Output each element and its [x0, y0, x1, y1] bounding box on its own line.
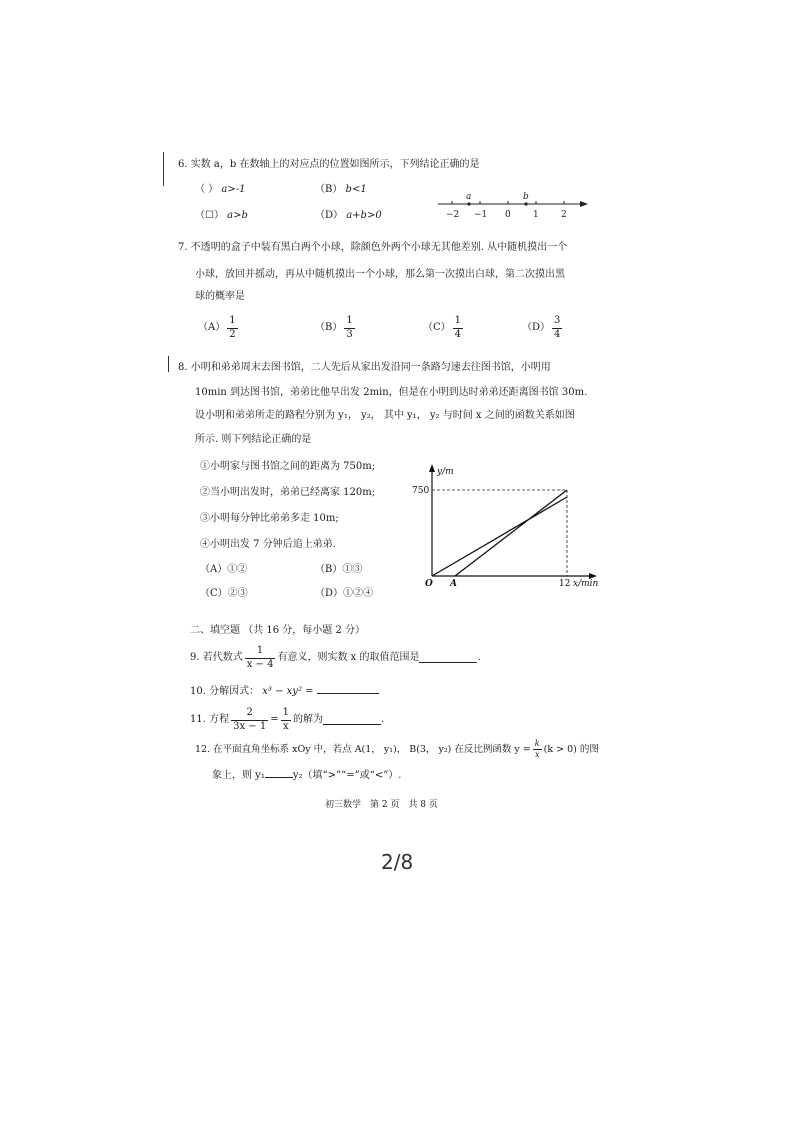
xiaoming-line-y1 — [455, 490, 567, 576]
option-label: （D） — [315, 210, 344, 221]
denominator: 3x − 1 — [233, 720, 267, 732]
q8-option-a — [200, 565, 247, 575]
denominator: 3 — [346, 328, 353, 340]
point-b-label: b — [523, 192, 529, 202]
point-A-label: A — [450, 579, 457, 589]
option-text: a>b — [227, 210, 248, 221]
answer-blank[interactable] — [323, 715, 381, 725]
option-label: （B） — [315, 322, 343, 333]
q12-text: 12. 在平面直角坐标系 xOy 中，若点 A(1， y₁)， B(3， y₂) 在反比例函数 y = — [195, 744, 531, 756]
option-text: ①② — [227, 564, 248, 575]
q9-prefix: 9. 若代数式 — [190, 652, 243, 663]
question-8-line: 8. 小明和弟弟周末去图书馆，二人先后从家出发沿同一条路匀速去往图书馆，小明用 — [178, 362, 551, 373]
equals: = — [270, 714, 279, 725]
question-7-line: 球的概率是 — [195, 291, 245, 302]
numerator: 1 — [281, 708, 291, 721]
numerator: 1 — [245, 646, 276, 659]
q12-text: 象上，则 y₁ — [212, 770, 265, 781]
tick-label: 2 — [561, 210, 567, 220]
option-label: （A） — [200, 564, 228, 575]
option-label: （B） — [315, 564, 343, 575]
option-label: （A） — [198, 322, 226, 333]
q7-option-b — [315, 316, 357, 340]
margin-mark — [163, 152, 164, 186]
q11-prefix: 11. 方程 — [190, 714, 230, 725]
numerator: 3 — [552, 316, 562, 329]
numerator: 1 — [344, 316, 354, 329]
denominator: 4 — [554, 328, 561, 340]
fraction — [552, 316, 562, 340]
point-a-dot — [467, 202, 470, 205]
fraction — [227, 316, 237, 340]
y-axis-arrow — [429, 464, 435, 472]
option-text: a>-1 — [221, 184, 246, 195]
denominator: x − 4 — [246, 658, 274, 670]
q6-option-a — [195, 185, 245, 195]
q7-option-a — [198, 316, 240, 340]
q12-text: (k > 0) 的图 — [543, 744, 599, 756]
q11-suffix: 的解为 — [292, 714, 323, 725]
x-tick-12: 12 — [559, 579, 571, 589]
answer-blank[interactable] — [419, 653, 477, 663]
distance-time-graph — [405, 460, 605, 590]
question-10 — [190, 684, 379, 697]
page-footer: 初三数学 第 2 页 共 8 页 — [325, 800, 438, 810]
q8-statement: ①小明家与图书馆之间的距离为 750m; — [200, 461, 376, 472]
question-9 — [190, 646, 481, 670]
fraction — [245, 646, 276, 670]
q8-statement: ③小明每分钟比弟弟多走 10m; — [200, 513, 339, 524]
option-text: ②③ — [227, 588, 248, 599]
question-8-line: 10min 到达图书馆，弟弟比他早出发 2min，但是在小明到达时弟弟还距离图书馆 30m. — [195, 387, 588, 398]
denominator: 4 — [454, 328, 462, 340]
q7-option-c — [423, 316, 465, 340]
option-label: （ ） — [195, 184, 219, 195]
y-tick-750: 750 — [412, 486, 430, 496]
option-label: （B） — [315, 184, 343, 195]
question-7-line: 小球，放回并摇动，再从中随机摸出一个小球，那么第一次摸出白球，第二次摸出黑 — [195, 269, 565, 280]
question-8-line: 所示. 则下列结论正确的是 — [195, 434, 312, 445]
q12-text: y₂（填“>”“=”或“<”）. — [292, 770, 402, 781]
q7-option-d — [522, 316, 564, 340]
tick-label: −2 — [446, 210, 460, 220]
fraction — [453, 316, 463, 340]
question-12-line1 — [195, 740, 599, 760]
q10-prefix: 10. 分解因式： — [190, 686, 260, 697]
q8-option-d — [315, 589, 373, 599]
q11-end: . — [380, 714, 385, 725]
question-7-line: 7. 不透明的盒子中装有黑白两个小球，除颜色外两个小球无其他差别. 从中随机摸出一个 — [178, 242, 568, 253]
q8-option-c — [200, 589, 248, 599]
option-text: ①②④ — [343, 588, 374, 599]
option-label: （C） — [200, 588, 228, 599]
q8-option-b — [315, 565, 362, 575]
number-line-arrow — [580, 201, 588, 207]
numerator: k — [533, 740, 542, 750]
question-12-line2 — [212, 768, 402, 781]
q8-statement: ④小明出发 7 分钟后追上弟弟. — [200, 539, 336, 550]
y-axis-label: y/m — [437, 467, 454, 477]
x-axis-label: x/min — [573, 579, 599, 589]
fraction — [281, 708, 291, 732]
option-label: （C） — [423, 322, 451, 333]
option-label: （D） — [315, 588, 344, 599]
fraction — [344, 316, 354, 340]
option-text: a+b>0 — [346, 210, 382, 221]
question-11 — [190, 708, 384, 732]
numerator: 1 — [453, 316, 463, 329]
origin-label: O — [425, 579, 433, 589]
denominator: 2 — [229, 328, 236, 340]
section-2-title: 二、填空题 （共 16 分，每小题 2 分） — [190, 625, 365, 636]
tick-label: 0 — [505, 210, 511, 220]
q10-expression: x³ − xy² = — [262, 686, 314, 697]
option-text: b<1 — [345, 184, 367, 195]
margin-mark — [168, 356, 169, 372]
numerator: 1 — [227, 316, 237, 329]
q9-end: . — [477, 652, 481, 663]
fraction — [231, 708, 268, 732]
question-8-line: 设小明和弟弟所走的路程分别为 y₁， y₂， 其中 y₁， y₂ 与时间 x 之间的函数关系如图 — [195, 410, 575, 421]
numerator: 2 — [231, 708, 268, 721]
q8-statement: ②当小明出发时，弟弟已经离家 120m; — [200, 487, 376, 498]
fraction — [533, 740, 542, 760]
answer-blank[interactable] — [265, 768, 293, 778]
q6-option-d — [315, 211, 382, 221]
tick-label: −1 — [474, 210, 488, 220]
number-line-figure — [430, 190, 595, 222]
point-b-dot — [524, 202, 527, 205]
denominator: x — [534, 750, 540, 760]
q6-option-c — [195, 211, 248, 221]
page-number: 2/8 — [381, 850, 414, 874]
option-label: （☐） — [195, 210, 224, 221]
question-6-stem: 6. 实数 a，b 在数轴上的对应点的位置如图所示，下列结论正确的是 — [178, 159, 480, 170]
q9-suffix: 有意义，则实数 x 的取值范围是 — [277, 652, 420, 663]
point-a-label: a — [466, 192, 472, 202]
option-text: ①③ — [342, 564, 363, 575]
brother-line-y2 — [432, 497, 567, 576]
tick-label: 1 — [533, 210, 539, 220]
answer-blank[interactable] — [317, 684, 379, 694]
q6-option-b — [315, 185, 367, 195]
option-label: （D） — [522, 322, 551, 333]
denominator: x — [282, 720, 289, 732]
